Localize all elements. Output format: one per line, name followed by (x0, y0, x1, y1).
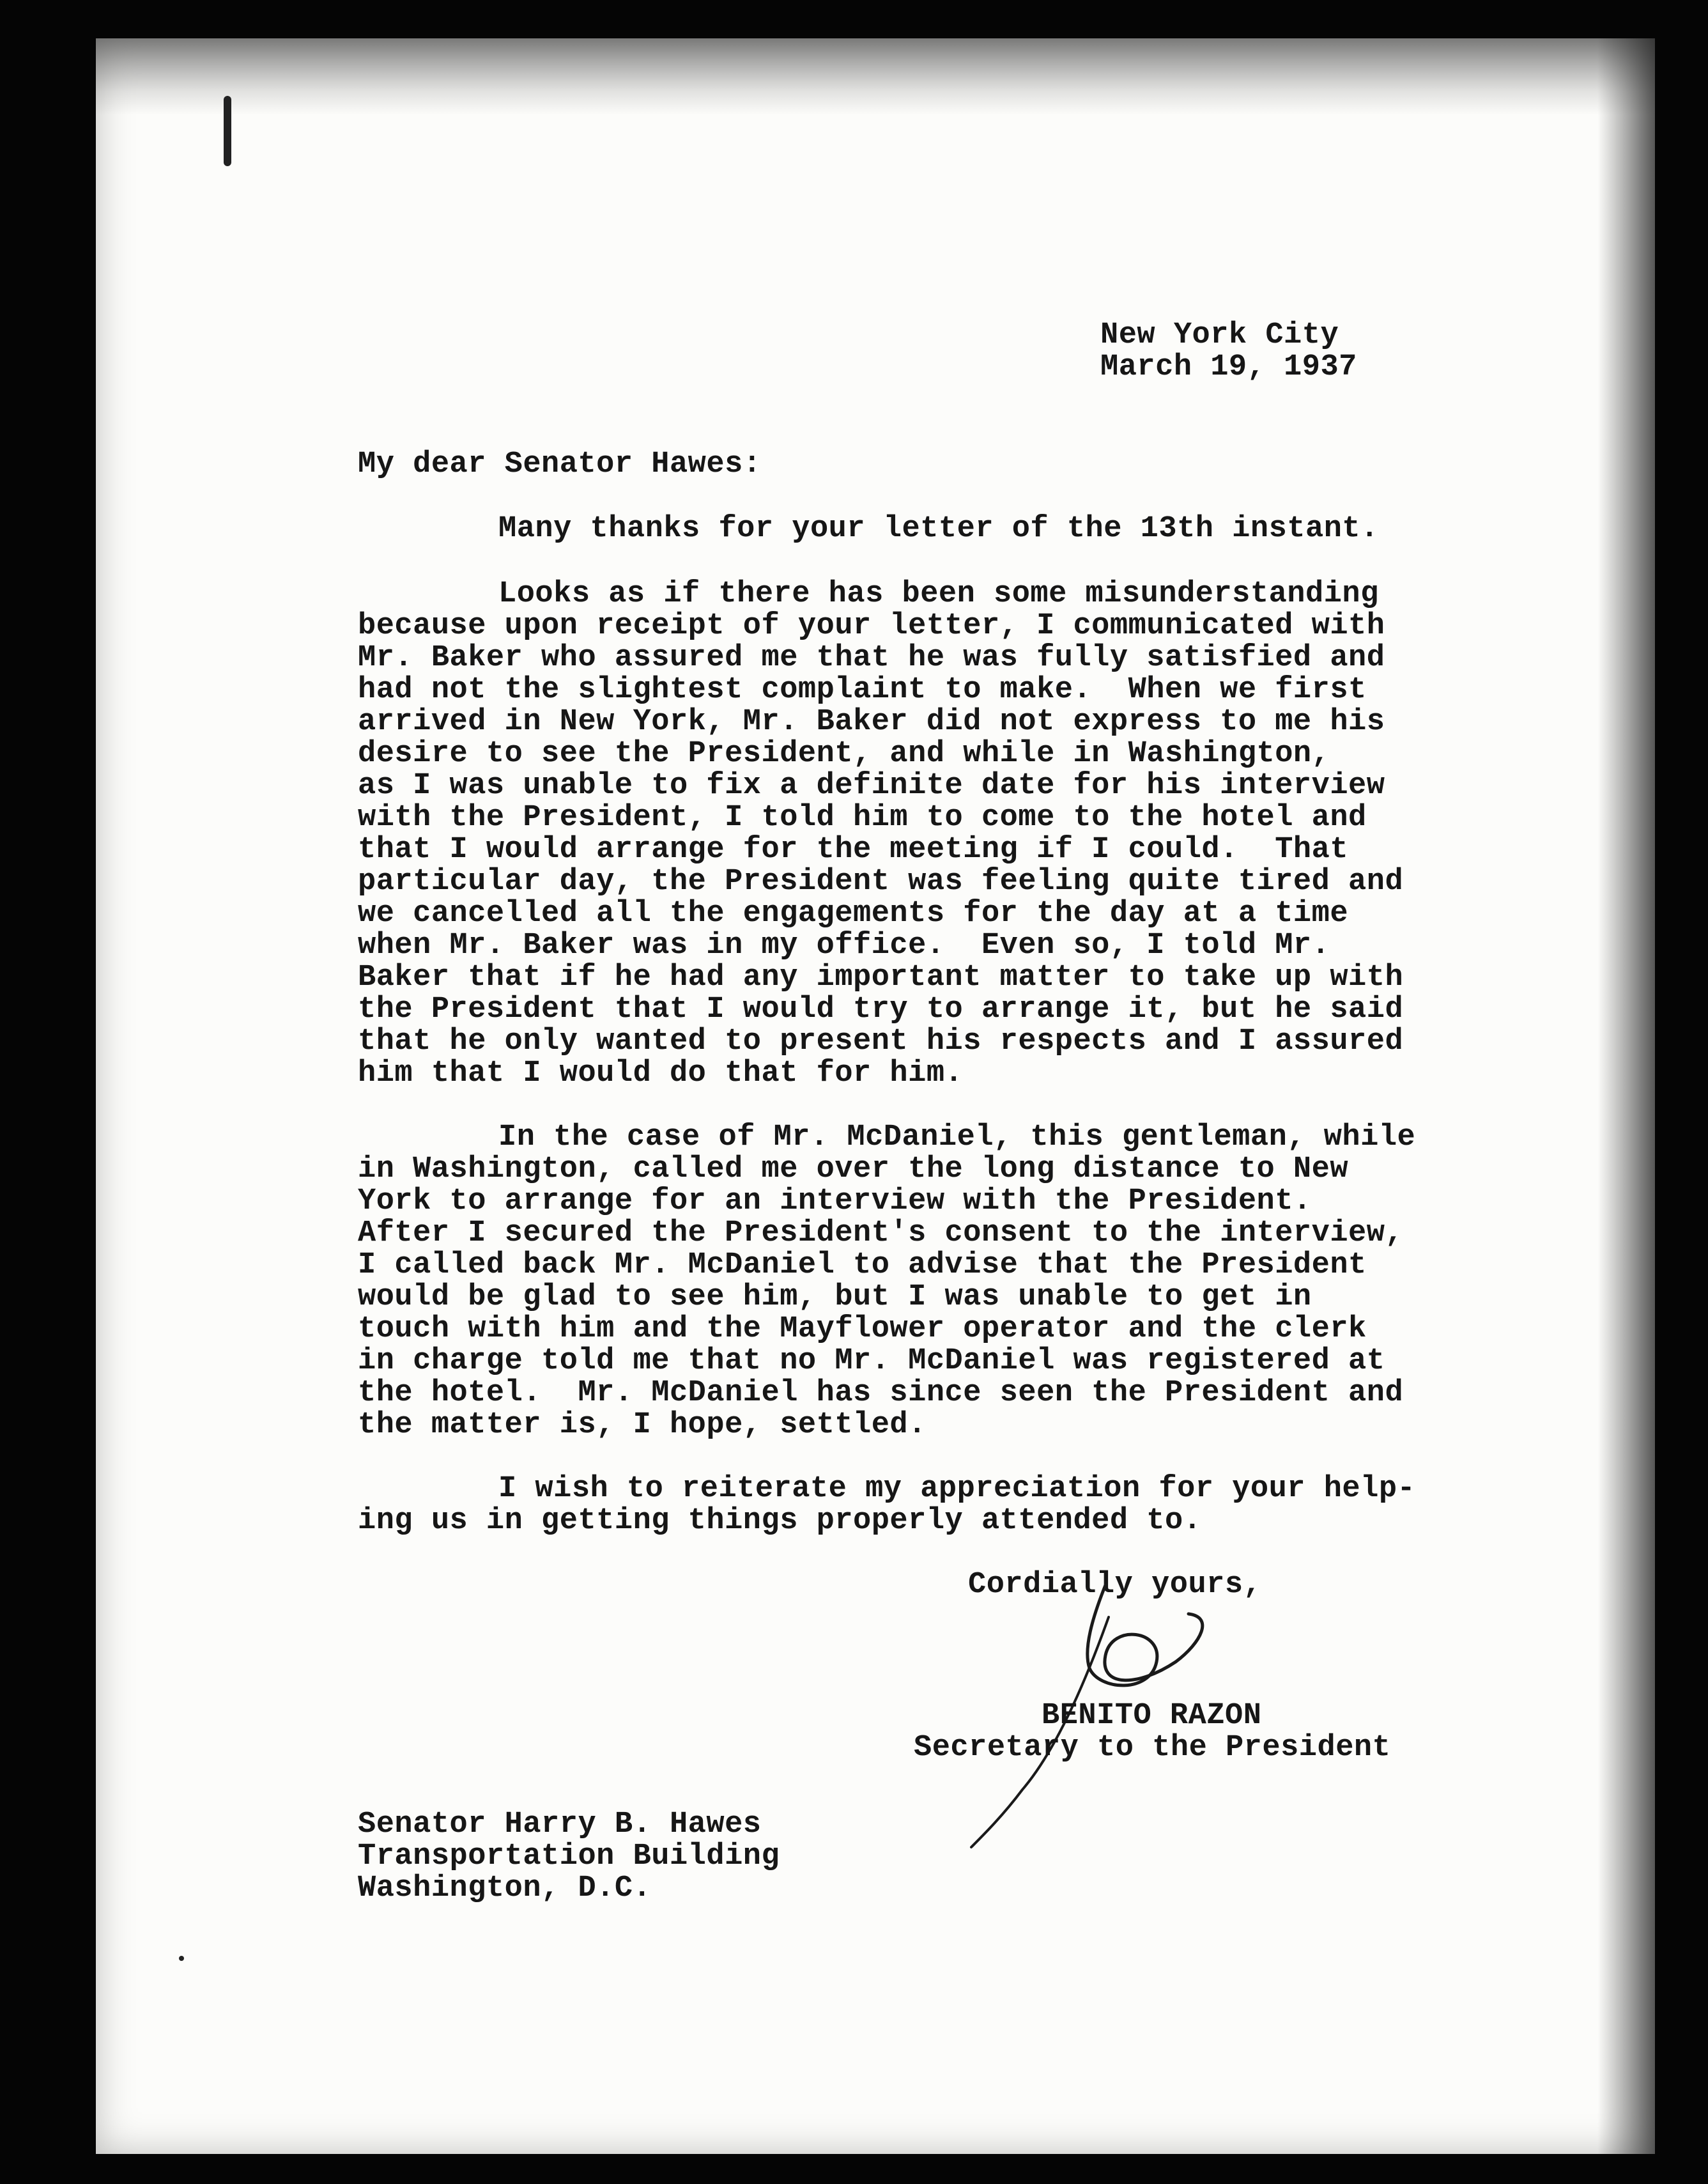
paragraph-1: Many thanks for your letter of the 13th instant. (498, 512, 1379, 546)
paragraph-line: the matter is, I hope, settled. (358, 1408, 927, 1442)
paragraph-line: in charge told me that no Mr. McDaniel was registered at (358, 1344, 1385, 1378)
paragraph-line: when Mr. Baker was in my office. Even so, I told Mr. (358, 929, 1330, 963)
paragraph-line: the hotel. Mr. McDaniel has since seen the President and (358, 1376, 1404, 1410)
closing: Cordially yours, (968, 1568, 1262, 1602)
paragraph-line: that I would arrange for the meeting if I could. That (358, 833, 1349, 867)
address-line: Senator Harry B. Hawes (358, 1808, 762, 1841)
paragraph-line: Looks as if there has been some misunderstanding (498, 577, 1379, 611)
letter-paper (96, 38, 1655, 2154)
paragraph-line: that he only wanted to present his respects and I assured (358, 1025, 1404, 1058)
page-edge-shadow (1597, 38, 1655, 2154)
paragraph-line: arrived in New York, Mr. Baker did not express to me his (358, 705, 1385, 739)
letter-place: New York City (1100, 318, 1339, 352)
paragraph-line: because upon receipt of your letter, I communicated with (358, 609, 1385, 643)
paragraph-line: with the President, I told him to come to the hotel and (358, 801, 1367, 835)
signer-name: BENITO RAZON (1042, 1699, 1262, 1733)
paragraph-line: In the case of Mr. McDaniel, this gentleman, while (498, 1120, 1416, 1154)
paragraph-line: Mr. Baker who assured me that he was fully satisfied and (358, 641, 1385, 675)
paragraph-line: Baker that if he had any important matter to take up with (358, 961, 1404, 995)
paragraph-line: I called back Mr. McDaniel to advise that the President (358, 1248, 1367, 1282)
paragraph-line: had not the slightest complaint to make. When we first (358, 673, 1367, 707)
letter-date: March 19, 1937 (1100, 350, 1357, 384)
paragraph-line: I wish to reiterate my appreciation for your help- (498, 1472, 1416, 1506)
paragraph-line: desire to see the President, and while in Washington, (358, 737, 1330, 771)
paragraph-line: After I secured the President's consent to the interview, (358, 1216, 1404, 1250)
paragraph-line: him that I would do that for him. (358, 1057, 964, 1090)
paragraph-line: ing us in getting things properly attended to. (358, 1504, 1202, 1538)
paragraph-line: would be glad to see him, but I was unable to get in (358, 1280, 1312, 1314)
margin-mark (224, 96, 231, 166)
paragraph-line: particular day, the President was feeling quite tired and (358, 865, 1404, 899)
salutation: My dear Senator Hawes: (358, 447, 762, 481)
address-line: Transportation Building (358, 1839, 780, 1873)
paragraph-line: York to arrange for an interview with the President. (358, 1184, 1312, 1218)
paragraph-line: the President that I would try to arrange it, but he said (358, 993, 1404, 1026)
signer-title: Secretary to the President (914, 1731, 1391, 1765)
paragraph-line: we cancelled all the engagements for the day at a time (358, 897, 1349, 931)
speck (179, 1956, 184, 1961)
address-line: Washington, D.C. (358, 1871, 652, 1905)
paragraph-line: touch with him and the Mayflower operator and the clerk (358, 1312, 1367, 1346)
paragraph-line: in Washington, called me over the long distance to New (358, 1152, 1349, 1186)
paragraph-line: as I was unable to fix a definite date for his interview (358, 769, 1385, 803)
